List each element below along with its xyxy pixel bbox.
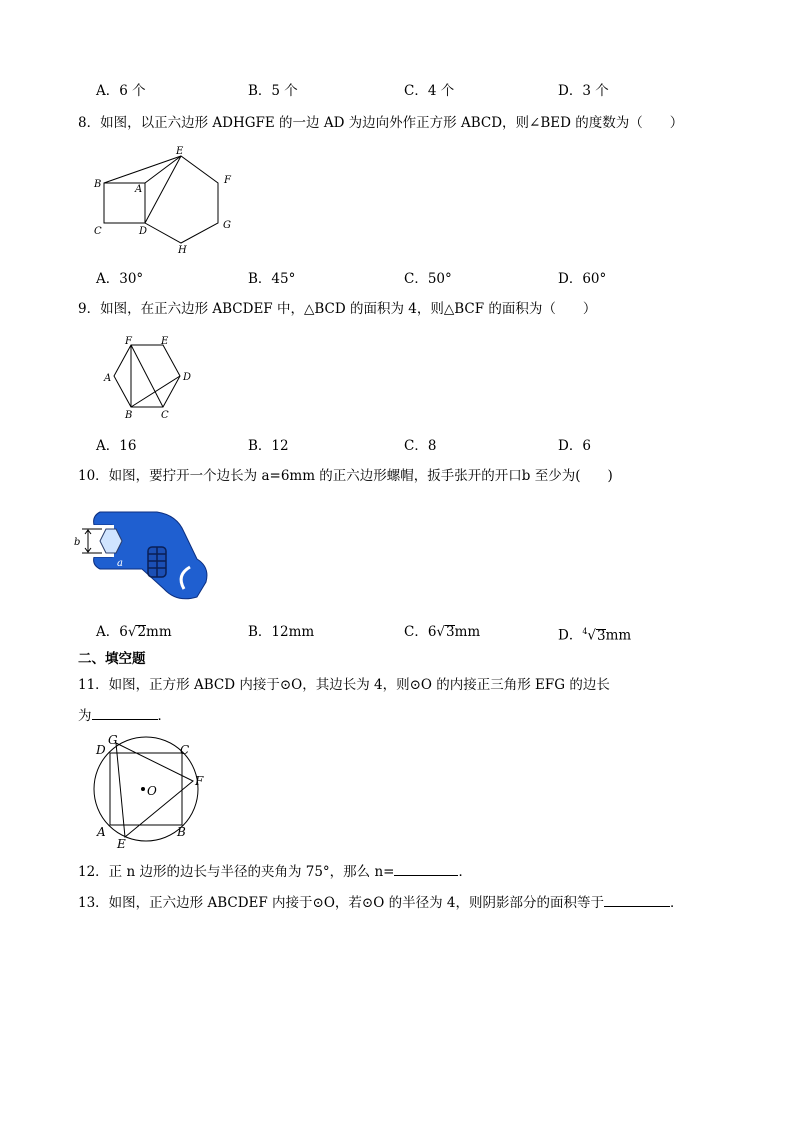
- q8-hexagon-square-figure: [88, 143, 248, 258]
- q10-option-d: D．$^4$√3mm: [558, 627, 632, 644]
- q8-label-h: H: [178, 245, 187, 256]
- q10-question-text: 10．如图，要拧开一个边长为 a=6mm 的正六边形螺帽，扳手张开的开口b 至少为( ): [78, 468, 613, 484]
- q9-question-text: 9．如图，在正六边形 ABCDEF 中，△BCD 的面积为 4，则△BCF 的面积为（ ）: [78, 301, 597, 317]
- q9-label-d: D: [183, 372, 192, 383]
- q8-label-f: F: [224, 175, 231, 186]
- q13-question-text: 13．如图，正六边形 ABCDEF 内接于⊙O，若⊙O 的半径为 4，则阴影部分的面积等于 ．: [78, 895, 684, 911]
- q7-option-c: C．4 个: [404, 83, 455, 99]
- q12-question-text: 12．正 n 边形的边长与半径的夹角为 75°，那么 n= ．: [78, 864, 472, 880]
- q8-option-b: B．45°: [248, 271, 296, 287]
- q9-label-e: E: [161, 336, 169, 347]
- q7-option-d: D．3 个: [558, 83, 609, 99]
- q11-label-o: O: [147, 784, 157, 798]
- q8-label-e: E: [176, 146, 184, 157]
- q8-option-a: A．30°: [96, 271, 144, 287]
- q7-option-a: A．6 个: [96, 83, 146, 99]
- section-title-fill-blank: 二、填空题: [78, 651, 146, 667]
- q11-answer-blank[interactable]: [92, 706, 158, 720]
- q9-label-f: F: [125, 336, 132, 347]
- q8-label-b: B: [94, 179, 102, 190]
- q9-label-c: C: [161, 410, 169, 421]
- q12-answer-blank[interactable]: [394, 862, 458, 876]
- q11-label-g: G: [108, 733, 118, 747]
- q9-option-d: D．6: [558, 438, 591, 454]
- q10-option-d-radicand: 3: [597, 627, 606, 644]
- q11-label-c: C: [180, 743, 190, 757]
- q8-label-c: C: [94, 226, 102, 237]
- q8-question-text: 8．如图，以正六边形 ADHGFE 的一边 AD 为边向外作正方形 ABCD，则∠BED 的度数为（ ）: [78, 115, 684, 131]
- q9-label-b: B: [125, 410, 133, 421]
- q10-label-a: a: [117, 558, 123, 569]
- q9-hexagon-figure: [100, 333, 200, 423]
- q10-wrench-figure: [72, 507, 212, 607]
- q8-label-a: A: [135, 184, 143, 195]
- q11-label-d: D: [96, 743, 106, 757]
- q11-circle-figure: [86, 733, 211, 851]
- q11-label-e: E: [117, 837, 126, 851]
- q8-label-d: D: [139, 226, 148, 237]
- q11-question-text: 11．如图，正方形 ABCD 内接于⊙O，其边长为 4，则⊙O 的内接正三角形 EFG 的边长: [78, 677, 610, 693]
- q8-option-c: C．50°: [404, 271, 452, 287]
- q9-option-c: C．8: [404, 438, 437, 454]
- q10-option-c-radicand: 3: [446, 624, 455, 640]
- q13-answer-blank[interactable]: [604, 893, 670, 907]
- q10-option-a-radicand: 2: [137, 624, 147, 640]
- q10-option-c: C．6√3mm: [404, 624, 481, 640]
- q11-question-line2: 为 ．: [78, 708, 171, 724]
- q9-option-a: A．16: [96, 438, 137, 454]
- q10-option-b: B．12mm: [248, 624, 315, 640]
- q8-option-d: D．60°: [558, 271, 607, 287]
- q7-option-b: B．5 个: [248, 83, 298, 99]
- q11-label-b: B: [177, 825, 186, 839]
- q8-label-g: G: [223, 220, 231, 231]
- q11-label-a: A: [97, 825, 106, 839]
- q11-label-f: F: [195, 774, 204, 788]
- q9-option-b: B．12: [248, 438, 289, 454]
- q10-option-d-root-index: 4: [582, 627, 588, 636]
- q10-label-b: b: [74, 537, 81, 548]
- q10-option-a: A．6√2mm: [96, 624, 172, 640]
- q9-label-a: A: [104, 373, 112, 384]
